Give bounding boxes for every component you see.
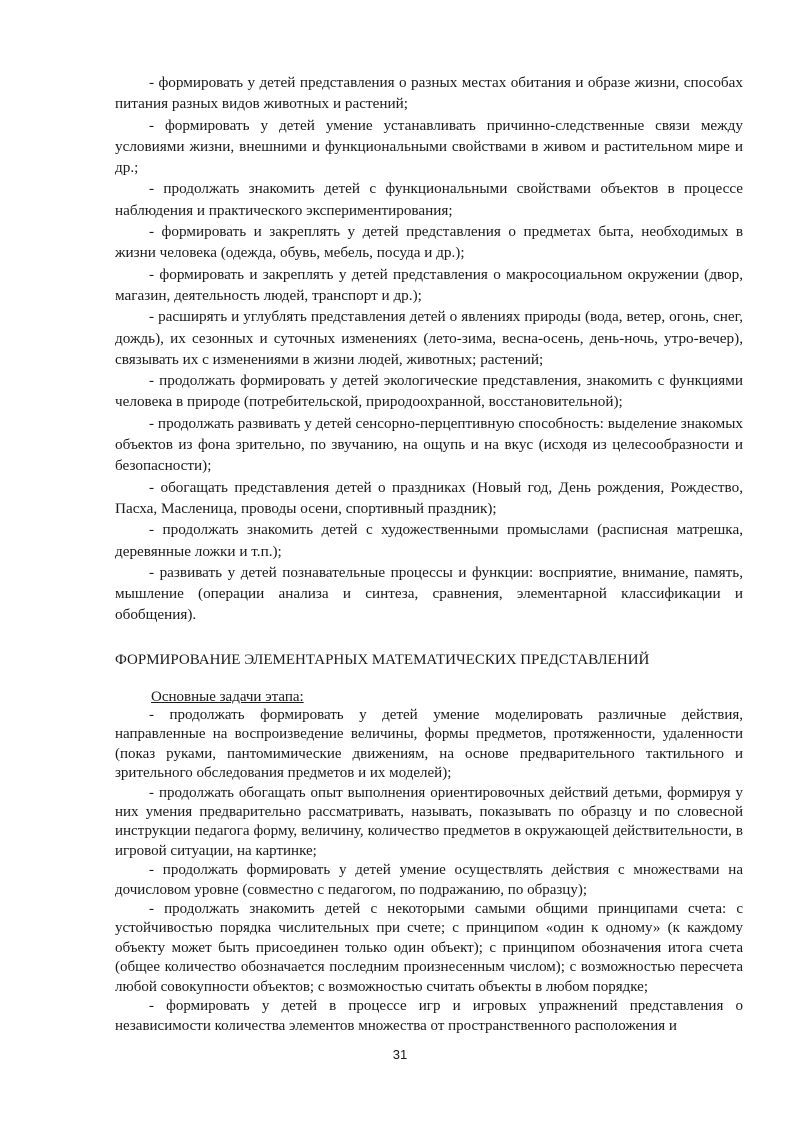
page-number: 31 [392, 1047, 408, 1062]
paragraph: - расширять и углублять представления детей о явлениях природы (вода, ветер, огонь, снег, дождь), их сезонных и суточных изменениях (лето-зима, весна-осень, день-ночь, утро-вечер), связывать их с изменениями в жизни людей, животных; растений; [115, 308, 743, 368]
paragraph: - продолжать формировать у детей умение осуществлять действия с множествами на дочисловом уровне (совместно с педагогом, по подражанию, по образцу); [115, 862, 743, 898]
paragraph: - продолжать формировать у детей умение моделировать различные действия, направленные на воспроизведение величины, формы предметов, протяженности, удаленности (показ руками, пантомимические движениям, на основе предварительного тактильного и зрительного обследования предметов и их моделей); [115, 707, 743, 782]
section-math-tasks [115, 706, 743, 1036]
paragraph: - продолжать формировать у детей экологические представления, знакомить с функциями человека в природе (потребительской, природоохранной, восстановительной); [115, 372, 743, 411]
paragraph: - развивать у детей познавательные процессы и функции: восприятие, внимание, память, мышление (операции анализа и синтеза, сравнения, элементарной классификации и обобщения). [115, 563, 743, 624]
paragraph: - формировать у детей представления о разных местах обитания и образе жизни, способах питания разных видов животных и растений; [115, 74, 743, 113]
section-heading: ФОРМИРОВАНИЕ ЭЛЕМЕНТАРНЫХ МАТЕМАТИЧЕСКИХ ПРЕДСТАВЛЕНИЙ [115, 652, 650, 668]
paragraph: - продолжать обогащать опыт выполнения ориентировочных действий детьми, формируя у них умения предварительно рассматривать, называть, показывать по образцу и по словесной инструкции педагога форму, величину, количество предметов в окружающей действительности, в игровой ситуации, на картинке; [115, 784, 743, 859]
paragraph: - продолжать знакомить детей с некоторыми самыми общими принципами счета: с устойчивостью порядка числительных при счете; с принципом «один к одному» (к каждому объекту может быть присоединен только один объект); с принципом обозначения итога счета (общее количество обозначается последним произнесенным числом); с возможностью пересчета любой совокупности объектов; с возможностью считать объекты в любом порядке; [115, 901, 743, 995]
paragraph: - формировать и закреплять у детей представления о предметах быта, необходимых в жизни человека (одежда, обувь, мебель, посуда и др.); [115, 223, 743, 262]
paragraph: - формировать и закреплять у детей представления о макросоциальном окружении (двор, магазин, деятельность людей, транспорт и др.); [115, 265, 743, 304]
paragraph: - формировать у детей в процессе игр и игровых упражнений представления о независимости количества элементов множества от пространственного расположения и [115, 998, 743, 1034]
paragraph: - продолжать знакомить детей с художественными промыслами (расписная матрешка, деревянные ложки и т.п.); [115, 521, 743, 560]
paragraph: - формировать у детей умение устанавливать причинно-следственные связи между условиями жизни, внешними и функциональными свойствами в живом и растительном мире и др.; [115, 116, 743, 177]
paragraph: - продолжать развивать у детей сенсорно-перцептивную способность: выделение знакомых объектов из фона зрительно, по звучанию, на ощупь и на вкус (исходя из целесообразности и безопасности); [115, 414, 743, 475]
paragraph: - продолжать знакомить детей с функциональными свойствами объектов в процессе наблюдения и практического экспериментирования; [115, 180, 743, 219]
section-subheading: Основные задачи этапа: [151, 689, 304, 705]
paragraph: - обогащать представления детей о праздниках (Новый год, День рождения, Рождество, Пасха, Масленица, проводы осени, спортивный праздник); [115, 478, 743, 517]
section-cognitive-tasks [115, 72, 743, 626]
